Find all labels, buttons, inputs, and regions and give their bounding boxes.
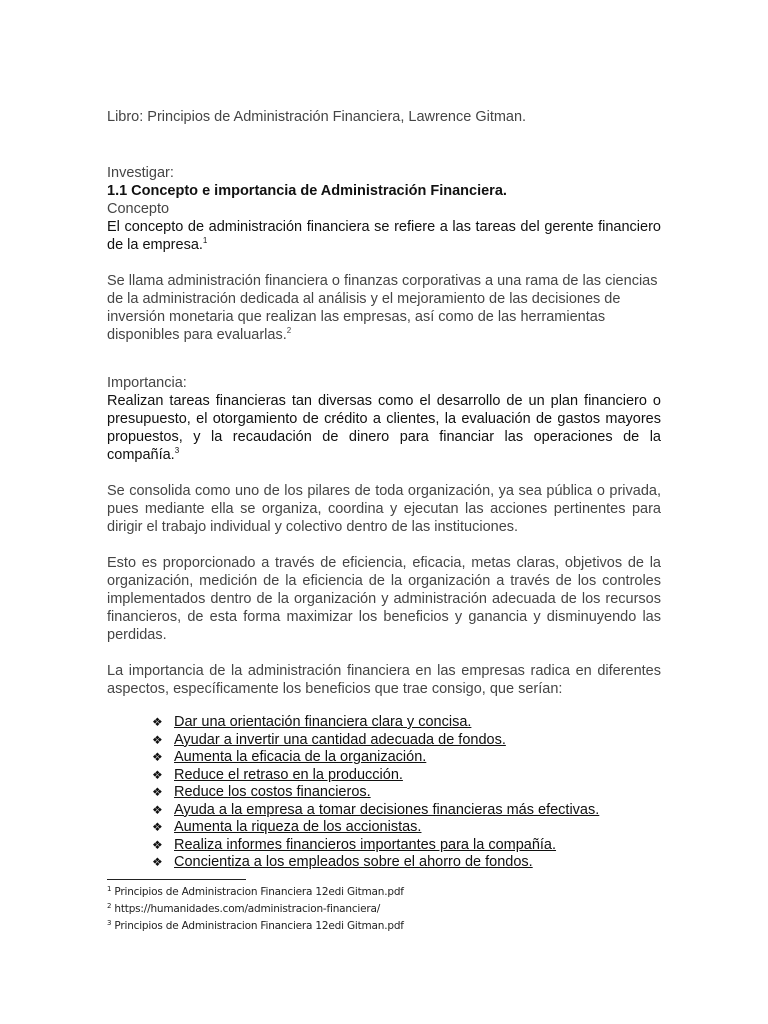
diamond-bullet-icon: ❖ [152,855,163,869]
footnote-text: Principios de Administracion Financiera 12edi Gitman.pdf [114,886,404,898]
importancia-paragraph-2: Se consolida como uno de los pilares de toda organización, ya sea pública o privada, pues mediante ella se organiza, coordina y ejecutan las acciones pertinentes para dirigir el trabajo individual y colectivo dentro de las instituciones. [107,483,661,535]
footnote-ref-3: 3 [174,446,180,455]
benefit-text: Realiza informes financieros importantes para la compañía. [174,836,557,853]
diamond-bullet-icon: ❖ [152,750,163,764]
benefit-text: Dar una orientación financiera clara y concisa. [174,714,472,730]
list-item [152,714,661,732]
benefit-text: Ayuda a la empresa a tomar decisiones financieras más efectivas. [174,801,600,818]
importancia-paragraph-4: La importancia de la administración financiera en las empresas radica en diferentes aspectos, específicamente los beneficios que trae consigo, que serían: [107,663,661,697]
list-item [152,837,661,855]
diamond-bullet-icon: ❖ [152,802,163,817]
list-item [152,854,661,872]
diamond-bullet-icon: ❖ [152,732,163,747]
list-item [152,767,661,785]
importancia-paragraph-1 [107,392,661,464]
benefit-text: Reduce el retraso en la producción. [174,766,403,783]
list-item [152,732,661,750]
concepto-paragraph-2 [107,272,661,344]
investigar-label: Investigar: [107,165,174,181]
benefit-text: Aumenta la eficacia de la organización. [174,749,427,765]
footnote-separator [107,879,246,880]
footnote-ref-2: 2 [286,326,292,335]
benefit-text: Ayudar a invertir una cantidad adecuada de fondos. [174,731,506,748]
diamond-bullet-icon: ❖ [152,837,163,852]
diamond-bullet-icon: ❖ [152,767,163,782]
concepto-paragraph-1 [107,218,661,254]
footnote-ref-1: 1 [202,236,208,245]
footnote-number: 1 [107,885,112,893]
footnote-3 [107,918,661,935]
footnote-number: 2 [107,902,112,910]
section-heading: 1.1 Concepto e importancia de Administración Financiera. [107,183,507,199]
benefit-text: Reduce los costos financieros. [174,784,371,800]
list-item [152,784,661,802]
benefits-list [107,714,661,872]
footnote-link[interactable]: https://humanidades.com/administracion-financiera/ [114,903,381,915]
diamond-bullet-icon: ❖ [152,785,163,799]
concepto-paragraph-2-text: Se llama administración financiera o finanzas corporativas a una rama de las ciencias de la administración dedicada al análisis y el mejoramiento de las decisiones de inversión monetaria que realizan las empresas, así como de las herramientas disponibles para evaluarlas. [107,273,658,343]
list-item [152,819,661,837]
benefit-text: Concientiza a los empleados sobre el ahorro de fondos. [174,854,533,870]
benefit-text: Aumenta la riqueza de los accionistas. [174,819,422,835]
list-item [152,749,661,767]
book-reference: Libro: Principios de Administración Financiera, Lawrence Gitman. [107,109,527,125]
footnotes [107,884,661,935]
diamond-bullet-icon: ❖ [152,715,163,729]
concepto-label: Concepto [107,201,170,217]
importancia-paragraph-3: Esto es proporcionado a través de eficiencia, eficacia, metas claras, objetivos de la organización, medición de la eficiencia de la organización a través de los controles implementados dentro de la organización y administración adecuada de los recursos financieros, de esta forma maximizar los beneficios y ganancia y disminuyendo las perdidas. [107,555,661,643]
importancia-paragraph-1-text: Realizan tareas financieras tan diversas como el desarrollo de un plan financiero o presupuesto, el otorgamiento de crédito a clientes, la evaluación de gastos mayores propuestos, y la recaudación de dinero para financiar las operaciones de la compañía. [107,393,661,463]
list-item [152,802,661,820]
footnote-2 [107,901,661,918]
footnote-1 [107,884,661,901]
footnote-number: 3 [107,919,112,927]
diamond-bullet-icon: ❖ [152,820,163,834]
footnote-text: Principios de Administracion Financiera 12edi Gitman.pdf [114,920,404,932]
importancia-label: Importancia: [107,375,187,391]
concepto-paragraph-1-text: El concepto de administración financiera se refiere a las tareas del gerente financiero de la empresa. [107,219,661,253]
document-body [107,108,661,872]
